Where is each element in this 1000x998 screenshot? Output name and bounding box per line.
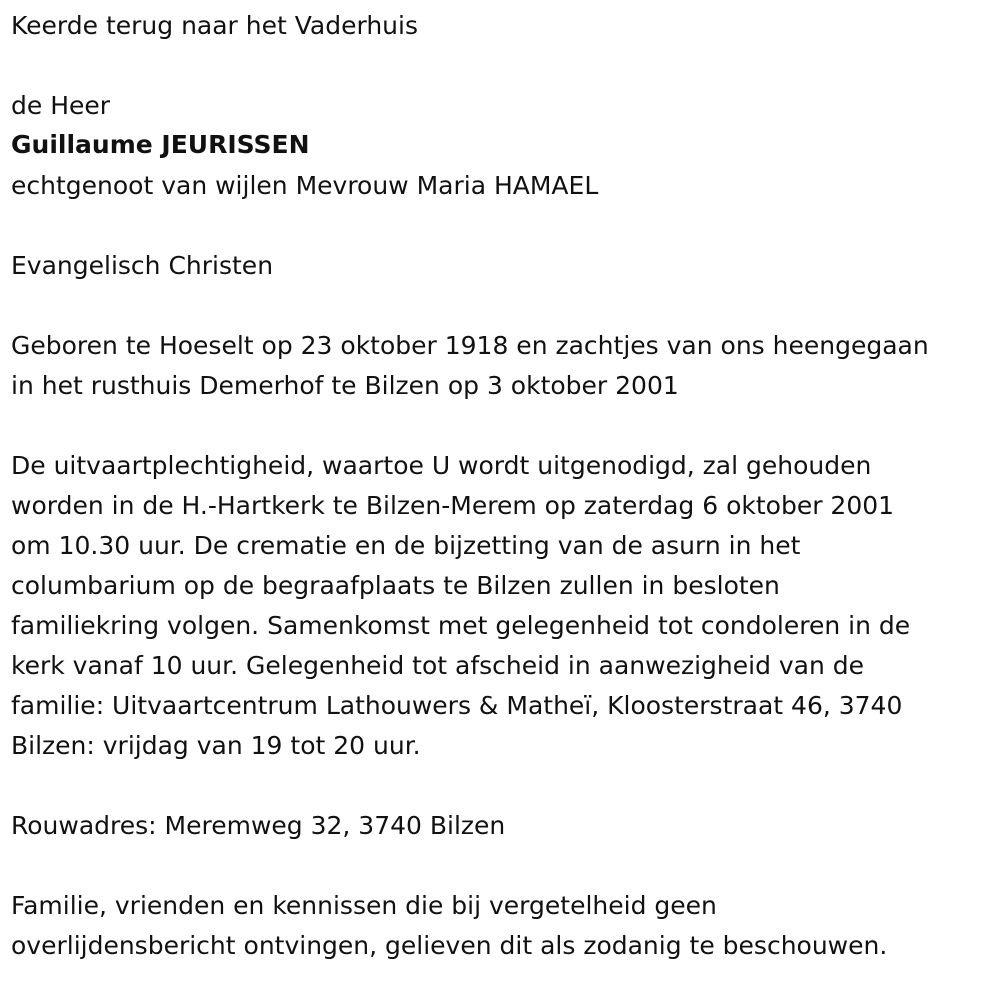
- funeral-line: worden in de H.-Hartkerk te Bilzen-Merem op zaterdag 6 oktober 2001: [11, 491, 895, 520]
- faith-line: Evangelisch Christen: [11, 251, 274, 280]
- funeral-line: familiekring volgen. Samenkomst met gelegenheid tot condoleren in de: [11, 611, 911, 640]
- funeral-line: Bilzen: vrijdag van 19 tot 20 uur.: [11, 731, 421, 760]
- mourning-address: Rouwadres: Meremweg 32, 3740 Bilzen: [11, 811, 506, 840]
- obituary-notice: [11, 0, 991, 966]
- spacer: [11, 846, 991, 886]
- funeral-line: om 10.30 uur. De crematie en de bijzetting van de asurn in het: [11, 531, 801, 560]
- intro-line: Keerde terug naar het Vaderhuis: [11, 11, 418, 40]
- funeral-line: kerk vanaf 10 uur. Gelegenheid tot afscheid in aanwezigheid van de: [11, 651, 865, 680]
- birth-death-line: in het rusthuis Demerhof te Bilzen op 3 oktober 2001: [11, 371, 679, 400]
- spacer: [11, 286, 991, 326]
- spacer: [11, 766, 991, 806]
- closing-line: Familie, vrienden en kennissen die bij vergetelheid geen: [11, 891, 717, 920]
- spacer: [11, 206, 991, 246]
- honorific: de Heer: [11, 91, 111, 120]
- funeral-line: De uitvaartplechtigheid, waartoe U wordt uitgenodigd, zal gehouden: [11, 451, 872, 480]
- spouse-line: echtgenoot van wijlen Mevrouw Maria HAMAEL: [11, 171, 599, 200]
- spacer: [11, 406, 991, 446]
- funeral-line: familie: Uitvaartcentrum Lathouwers & Matheï, Kloosterstraat 46, 3740: [11, 691, 903, 720]
- closing-line: overlijdensbericht ontvingen, gelieven dit als zodanig te beschouwen.: [11, 931, 888, 960]
- deceased-name: Guillaume JEURISSEN: [11, 130, 310, 159]
- funeral-line: columbarium op de begraafplaats te Bilzen zullen in besloten: [11, 571, 780, 600]
- spacer: [11, 46, 991, 86]
- birth-death-line: Geboren te Hoeselt op 23 oktober 1918 en zachtjes van ons heengegaan: [11, 331, 929, 360]
